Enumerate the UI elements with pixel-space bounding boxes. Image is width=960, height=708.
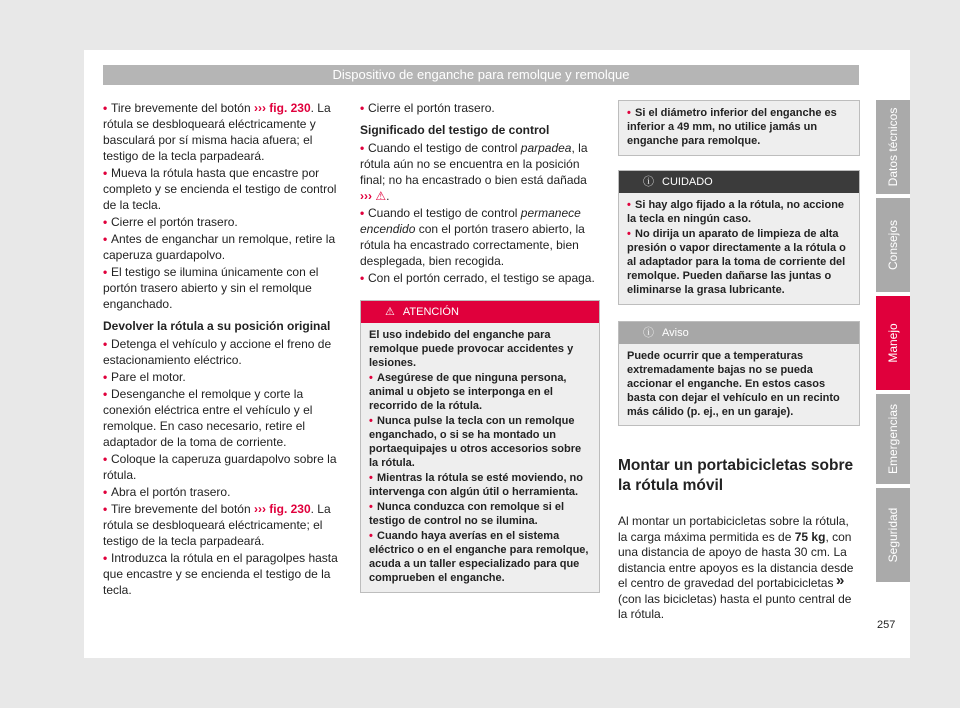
figure-reference-link[interactable]: ››› fig. 230 [253, 101, 311, 115]
list-item: • Cierre el portón trasero. [103, 215, 238, 229]
column-right [618, 100, 860, 624]
bullet-icon: • [103, 265, 108, 279]
caution-box [618, 170, 860, 305]
bullet-icon: • [369, 472, 373, 484]
column-middle [360, 100, 600, 593]
warning-triangle-icon: ⚠ [385, 306, 395, 318]
bullet-icon: • [103, 551, 108, 565]
continue-mark: » [836, 572, 845, 589]
list-item: • Abra el portón trasero. [103, 485, 231, 499]
bullet-icon: • [103, 166, 108, 180]
notice-box-header: ⓘ Aviso [619, 322, 859, 344]
bullet-icon: • [360, 101, 365, 115]
caution-box-body [619, 193, 859, 304]
warning-box-continued [618, 100, 860, 156]
list-item: • Con el portón cerrado, el testigo se apaga. [360, 271, 595, 285]
bullet-icon: • [360, 141, 365, 155]
bullet-icon: • [369, 501, 373, 513]
figure-reference-link[interactable]: ››› fig. 230 [253, 502, 311, 516]
warning-box-body: El uso indebido del enganche para remolque puede provocar accidentes y lesiones. • Asegúrese de que ninguna persona, animal u objeto se interponga en el recorrido de la rótula. • Nunca pulse la tecla con un remolque enganchado, o si se ha montado un portaequipajes u otros accesorios sobre la rótula. • Mientras la rótula se esté moviendo, no intervenga con algún útil o herramienta. • Nunca conduzca con remolque si el testigo de control no se ilumina. • Cuando haya averías en el sistema eléctrico o en el enganche para remolque, acuda a un taller especializado para que comprueben el enganche. [361, 323, 599, 592]
list-item: • Cuando el testigo de control parpadea, la rótula aún no se encuentra en la posición final; no ha encastrado o bien está dañada ››› ⚠. [360, 141, 588, 203]
page-number: 257 [877, 619, 896, 631]
list-item: • Cuando haya averías en el sistema eléctrico o en el enganche para remolque, acuda a un taller especializado para que comprueben el enganche. [369, 530, 589, 584]
tab-manejo[interactable]: Manejo [876, 296, 910, 390]
warning-box-header: ⚠ ATENCIÓN [361, 301, 599, 323]
list-item: • El testigo se ilumina únicamente con el portón trasero abierto y sin el remolque enganchado. [103, 265, 319, 311]
list-item: • Introduzca la rótula en el paragolpes hasta que encastre y se encienda el testigo de la tecla. [103, 551, 338, 597]
section-heading: Significado del testigo de control [360, 123, 550, 137]
bullet-icon: • [360, 271, 365, 285]
bullet-icon: • [103, 370, 108, 384]
list-item: • Mueva la rótula hasta que encastre por completo y se encienda el testigo de control de la tecla. [103, 166, 337, 212]
list-item: • Antes de enganchar un remolque, retire la caperuza guardapolvo. [103, 232, 336, 262]
list-item: • Tire brevemente del botón ››› fig. 230. La rótula se desbloqueará eléctricamente; el testigo de la tecla parpadeará. [103, 502, 331, 548]
warning-triangle-icon: ⚠ [375, 189, 387, 203]
warning-box [360, 300, 600, 593]
bullet-icon: • [627, 228, 631, 240]
warning-reference-link[interactable]: ››› [360, 189, 372, 203]
bullet-icon: • [103, 387, 108, 401]
tab-datos-tecnicos[interactable]: Datos técnicos [876, 100, 910, 194]
list-item: • Nunca pulse la tecla con un remolque enganchado, o si se ha montado un portaequipajes u otros accesorios sobre la rótula. [369, 415, 582, 469]
list-item: • Nunca conduzca con remolque si el testigo de control no se ilumina. [369, 501, 565, 527]
tab-seguridad[interactable]: Seguridad [876, 488, 910, 582]
list-item: • Asegúrese de que ninguna persona, animal u objeto se interponga en el recorrido de la rótula. [369, 372, 567, 412]
page-header: Dispositivo de enganche para remolque y remolque [103, 65, 859, 85]
body-paragraph: Al montar un portabicicletas sobre la rótula, la carga máxima permitida es de 75 kg, con una distancia de apoyo de hasta 30 cm. La distancia entre apoyos es la distancia desde el centro de gravedad del portabicicletas (con las bicicletas) hasta el punto central de la rótula. [618, 514, 854, 621]
section-title: Montar un portabicicletas sobre la rótula móvil [618, 457, 854, 494]
bullet-icon: • [103, 232, 108, 246]
bullet-icon: • [103, 485, 108, 499]
list-item: • No dirija un aparato de limpieza de alta presión o vapor directamente a la rótula o al adaptador para la toma de corriente del remolque. Pueden dañarse las juntas o eliminarse la grasa lubricante. [627, 228, 846, 296]
section-heading: Devolver la rótula a su posición original [103, 319, 331, 333]
list-item: • Detenga el vehículo y accione el freno de estacionamiento eléctrico. [103, 337, 332, 367]
list-item: • Cuando el testigo de control permanece encendido con el portón trasero abierto, la rótula ha encastrado correctamente, bien desplegada, bien recogida. [360, 206, 585, 268]
tab-emergencias[interactable]: Emergencias [876, 394, 910, 484]
bullet-icon: • [103, 452, 108, 466]
list-item: • Coloque la caperuza guardapolvo sobre la rótula. [103, 452, 337, 482]
notice-box [618, 321, 860, 426]
tab-consejos[interactable]: Consejos [876, 198, 910, 292]
bullet-icon: • [369, 530, 373, 542]
list-item: • Si hay algo fijado a la rótula, no accione la tecla en ningún caso. [627, 199, 845, 225]
column-left [103, 100, 339, 599]
list-item: • Tire brevemente del botón ››› fig. 230. La rótula se desbloqueará eléctricamente y basculará por sí misma hacia afuera; el testigo de la tecla parpadeará. [103, 101, 331, 163]
bullet-icon: • [369, 372, 373, 384]
info-icon: ⓘ [643, 327, 654, 339]
bullet-icon: • [103, 337, 108, 351]
list-item: • Si el diámetro inferior del enganche es inferior a 49 mm, no utilice jamás un enganche para remolque. [627, 107, 837, 147]
notice-box-body: Puede ocurrir que a temperaturas extremadamente bajas no se pueda accionar el enganche. En estos casos basta con dejar el vehículo en un recinto más cálido (p. ej., en un garaje). [627, 350, 840, 418]
bullet-icon: • [627, 107, 631, 119]
bullet-icon: • [360, 206, 365, 220]
caution-icon: ⓘ [643, 176, 654, 188]
list-item: • Cierre el portón trasero. [360, 101, 495, 115]
list-item: • Mientras la rótula se esté moviendo, no intervenga con algún útil o herramienta. [369, 472, 583, 498]
bullet-icon: • [369, 415, 373, 427]
list-item: • Pare el motor. [103, 370, 186, 384]
bullet-icon: • [627, 199, 631, 211]
bullet-icon: • [103, 502, 108, 516]
caution-box-header: ⓘ CUIDADO [619, 171, 859, 193]
list-item: • Desenganche el remolque y corte la conexión eléctrica entre el vehículo y el remolque. En caso necesario, retire el adaptador de la toma de corriente. [103, 387, 313, 449]
bullet-icon: • [103, 215, 108, 229]
bullet-icon: • [103, 101, 108, 115]
